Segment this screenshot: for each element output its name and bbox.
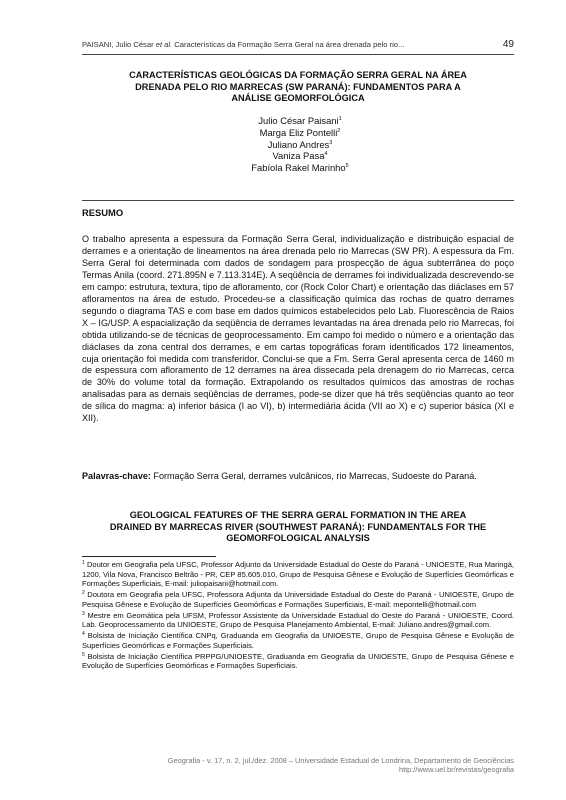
author-name: Marga Eliz Pontelli [259,126,338,138]
footnote-text: Doutora em Geografia pela UFSC, Professora Adjunta da Universidade Estadual do Oeste do Paraná - UNIOESTE, Grupo de Pesquisa Gênese e Evolução de Superfícies Geomórficas e Formações Superficiais, E-mail: mepontelli@hotmail.com [82,590,514,609]
header-divider [82,54,514,55]
author [180,139,420,151]
footnote-mark: 3 [82,610,85,617]
footnote-text: Doutor em Geografia pela UFSC, Professor Adjunto da Universidade Estadual do Oeste do Paraná - UNIOESTE, Rua Maringá, 1200, Vila Nova, Francisco Beltrão - PR, CEP 85.605.010, Grupo de Pesquisa Gênese e Evolução de Superfícies Geomórficas e Formações Superficiais, E-mail: juliopaisani@hotmail.com. [82,560,514,589]
title-pt-line: ANÁLISE GEOMORFOLÓGICA [231,93,365,104]
keywords [82,471,514,483]
title-en-line: GEOLOGICAL FEATURES OF THE SERRA GERAL FORMATION IN THE AREA [129,510,467,520]
running-head-text [82,40,404,49]
author-name: Juliano Andres [267,138,330,150]
footnote [82,611,514,630]
author [180,150,420,162]
footnote-text: Bolsista de Iniciação Científica CNPq, Graduanda em Geografia da UNIOESTE, Grupo de Pesquisa Gênese e Evolução de Superfícies Geomórficas e Formações Superficiais. [82,631,514,650]
footnote-text: Mestre em Geomática pela UFSM, Professor Assistente da Universidade Estadual do Oeste do Paraná - UNIOESTE, Coord. Lab. Geoprocessamento da UNIOESTE, Grupo de Pesquisa Planejamento Ambiental, E-mail: Juliano.andres@gmail.com. [82,610,514,630]
footnote [82,590,514,609]
author [180,127,420,139]
footnote-text: Bolsista de Iniciação Científica PRPPG/UNIOESTE, Graduanda em Geografia da UNIOESTE, Grupo de Pesquisa Gênese e Evolução de Superfícies Geomórficas e Formações Superficiais. [82,651,514,671]
footnote-mark: 4 [82,631,85,638]
running-head [82,40,514,54]
running-head-title: Características da Formação Serra Geral na área drenada pelo rio... [172,40,405,49]
author-footnote-mark[interactable]: 4 [324,151,328,158]
footer-citation: Geografia - v. 17, n. 2, jul./dez. 2008 – Universidade Estadual de Londrina, Departamento de Geociências [167,756,514,765]
author-list [180,115,420,174]
running-head-et-al: et al. [155,40,173,49]
page-number: 49 [502,39,514,50]
author-footnote-mark[interactable]: 5 [345,163,349,170]
title-pt-line: CARACTERÍSTICAS GEOLÓGICAS DA FORMAÇÃO SERRA GERAL NA ÁREA [129,70,467,80]
abstract-pt: O trabalho apresenta a espessura da Formação Serra Geral, individualização e distribuição espacial de derrames e a orientação de lineamentos na área drenada pelo rio Marrecas (SW PR). A espessura da Fm. Serra Geral foi determinada com dados de sondagem para prospecção de água subterrânea do poço Termas Anila (coord. 271.895N e 7.113.314E). A seqüência de derrames foi individualizada descrevendo-se em campo: estrutura, textura, tipo de afloramento, cor (Rock Color Chart) e orientação das diáclases em 57 afloramentos na área de estudo. Procedeu-se a classificação química das rochas de quatro derrames segundo o diagrama TAS e com base em dados químicos estabelecidos pelo Lab. Fluorescência de Raios X – IG/USP. A espacialização da seqüência de derrames levantadas na área drenada pelo rio Marrecas, foi obtida utilizando-se de técnicas de geoprocessamento. Em campo foi medido o número e a orientação das diáclases da zona central dos derrames, e em cartas topográficas foram identificados 172 lineamentos, cuja orientação foi medida com transferidor. Conclui-se que a Fm. Serra Geral apresenta cerca de 1460 m de espessura com afloramento de 12 derrames na área dissecada pela drenagem do rio Marrecas, cerca de 30% do volume total da formação. Extrapolando os resultados químicos das amostras de rochas analisadas para as demais seqüências de derrames, pode-se dizer que há três seqüências quanto ao teor de sílica do magma: a) inferior básica (I ao VI), b) intermediária ácida (VII ao X) e c) superior básica (XI e XII). [82,234,514,424]
footnote-mark: 2 [82,590,85,597]
resumo-heading: RESUMO [82,207,124,218]
title-pt-line: DRENADA PELO RIO MARRECAS (SW PARANÁ): FUNDAMENTOS PARA A [135,81,461,92]
section-divider [82,200,514,201]
footnote-divider [82,556,216,557]
keywords-text: Formação Serra Geral, derrames vulcânicos, rio Marrecas, Sudoeste do Paraná. [150,471,477,481]
footnote-mark: 5 [82,651,85,658]
title-en-line: GEOMORFOLOGICAL ANALYSIS [226,533,370,544]
running-head-authors: PAISANI, Julio César [82,40,156,49]
author [180,162,420,174]
author-footnote-mark[interactable]: 1 [338,116,342,122]
article-title-en [88,510,508,545]
keywords-label: Palavras-chave: [82,471,151,481]
author [180,115,420,127]
page-footer [82,756,514,775]
article-title-pt [90,70,506,105]
author-footnote-mark[interactable]: 2 [337,127,341,134]
footnote-mark: 1 [82,560,85,566]
footnote [82,631,514,650]
author-name: Vaniza Pasa [272,150,325,162]
footer-url[interactable]: http://www.uel.br/revistas/geografia [398,765,514,775]
footnote [82,560,514,589]
author-name: Julio César Paisani [258,115,339,126]
author-footnote-mark[interactable]: 3 [329,139,333,146]
footnotes [82,560,514,673]
footnote [82,652,514,671]
title-en-line: DRAINED BY MARRECAS RIVER (SOUTHWEST PARANÁ): FUNDAMENTALS FOR THE [109,521,487,532]
author-name: Fabíola Rakel Marinho [251,162,346,174]
